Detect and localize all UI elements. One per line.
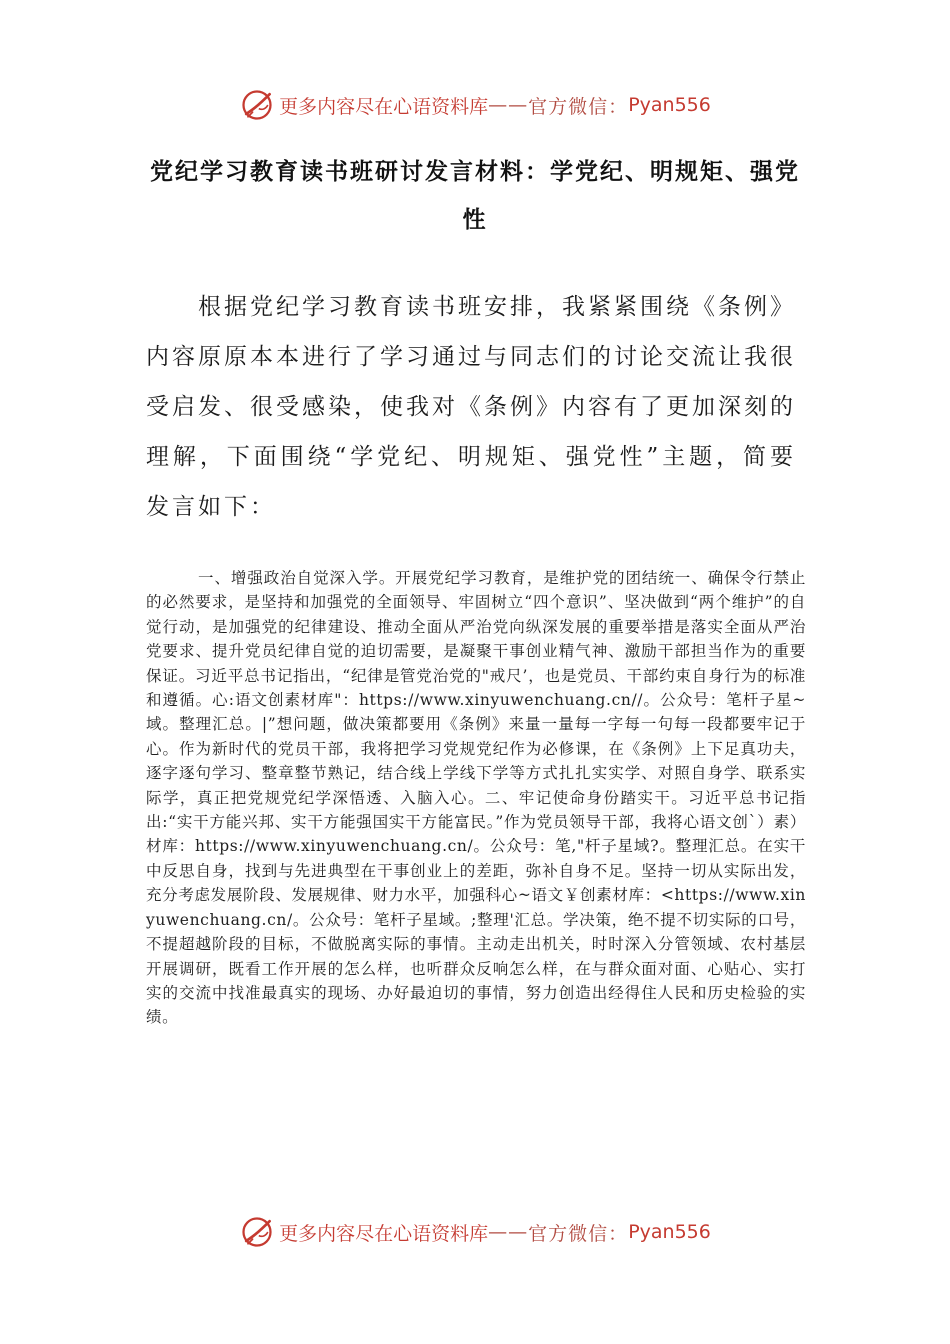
banner-site-text: 更多内容尽在心语资料库 <box>279 95 489 118</box>
banner-wechat-id: Pyan556 <box>628 1221 711 1243</box>
banner-separator: —— <box>488 94 529 116</box>
body-paragraph: 一、增强政治自觉深入学。开展党纪学习教育，是维护党的团结统一、确保令行禁止的必然要求，是坚持和加强党的全面领导、牢固树立“四个意识”、坚决做到“两个维护”的自觉行动，是加强党的纪律建设、推动全面从严治党向纵深发展的重要举措是落实全面从严治党要求、提升党员纪律自觉的迫切需要，是凝聚干事创业精气神、激励干部担当作为的重要保证。习近平总书记指出，“纪律是管党治党的"戒尺’，也是党员、干部约束自身行为的标准和遵循。心:语文创素材库"：https://www.xinyuwenchuang.cn//。公众号：笔杆子星~域。整理汇总。|”想问题，做决策都要用《条例》来量一量每一字每一句每一段都要牢记于心。作为新时代的党员干部，我将把学习党规党纪作为必修课，在《条例》上下足真功夫，逐字逐句学习、整章整节熟记，结合线上学线下学等方式扎扎实实学、对照自身学、联系实际学，真正把党规党纪学深悟透、入脑入心。二、牢记使命身份踏实干。习近平总书记指出:“实干方能兴邦、实干方能强国实干方能富民。”作为党员领导干部，我将心语文创`）素）材库：https://www.xinyuwenchuang.cn/。公众号：笔,"杆子星域?。整理汇总。在实干中反思自身，找到与先进典型在干事创业上的差距，弥补自身不足。坚持一切从实际出发，充分考虑发展阶段、发展规律、财力水平，加强科心~语文￥创素材库：<https://www.xinyuwenchuang.cn/。公众号：笔杆子星域。;整理'汇总。学决策，绝不提不切实际的口号，不提超越阶段的目标，不做脱离实际的事情。主动走出机关，时时深入分管领域、农村基层开展调研，既看工作开展的怎么样，也听群众反响怎么样，在与群众面对面、心贴心、实打实的交流中找准最真实的现场、办好最迫切的事情，努力创造出经得住人民和历史检验的实绩。 <box>146 569 806 1027</box>
document-title: 党纪学习教育读书班研讨发言材料：学党纪、明规矩、强党性 <box>150 159 800 233</box>
banner-official-label: 官方微信： <box>528 95 629 118</box>
pen-logo-icon <box>239 1214 275 1250</box>
pen-logo-icon <box>239 87 275 123</box>
banner-wechat-id: Pyan556 <box>628 94 711 116</box>
header-banner <box>0 85 950 125</box>
banner-separator: —— <box>488 1221 529 1243</box>
banner-site-text: 更多内容尽在心语资料库 <box>279 1222 489 1245</box>
footer-banner <box>0 1212 950 1252</box>
banner-official-label: 官方微信： <box>528 1222 629 1245</box>
intro-paragraph: 根据党纪学习教育读书班安排，我紧紧围绕《条例》内容原原本本进行了学习通过与同志们的讨论交流让我很受启发、很受感染，使我对《条例》内容有了更加深刻的理解，下面围绕“学党纪、明规矩、强党性”主题，简要发言如下： <box>146 294 796 520</box>
